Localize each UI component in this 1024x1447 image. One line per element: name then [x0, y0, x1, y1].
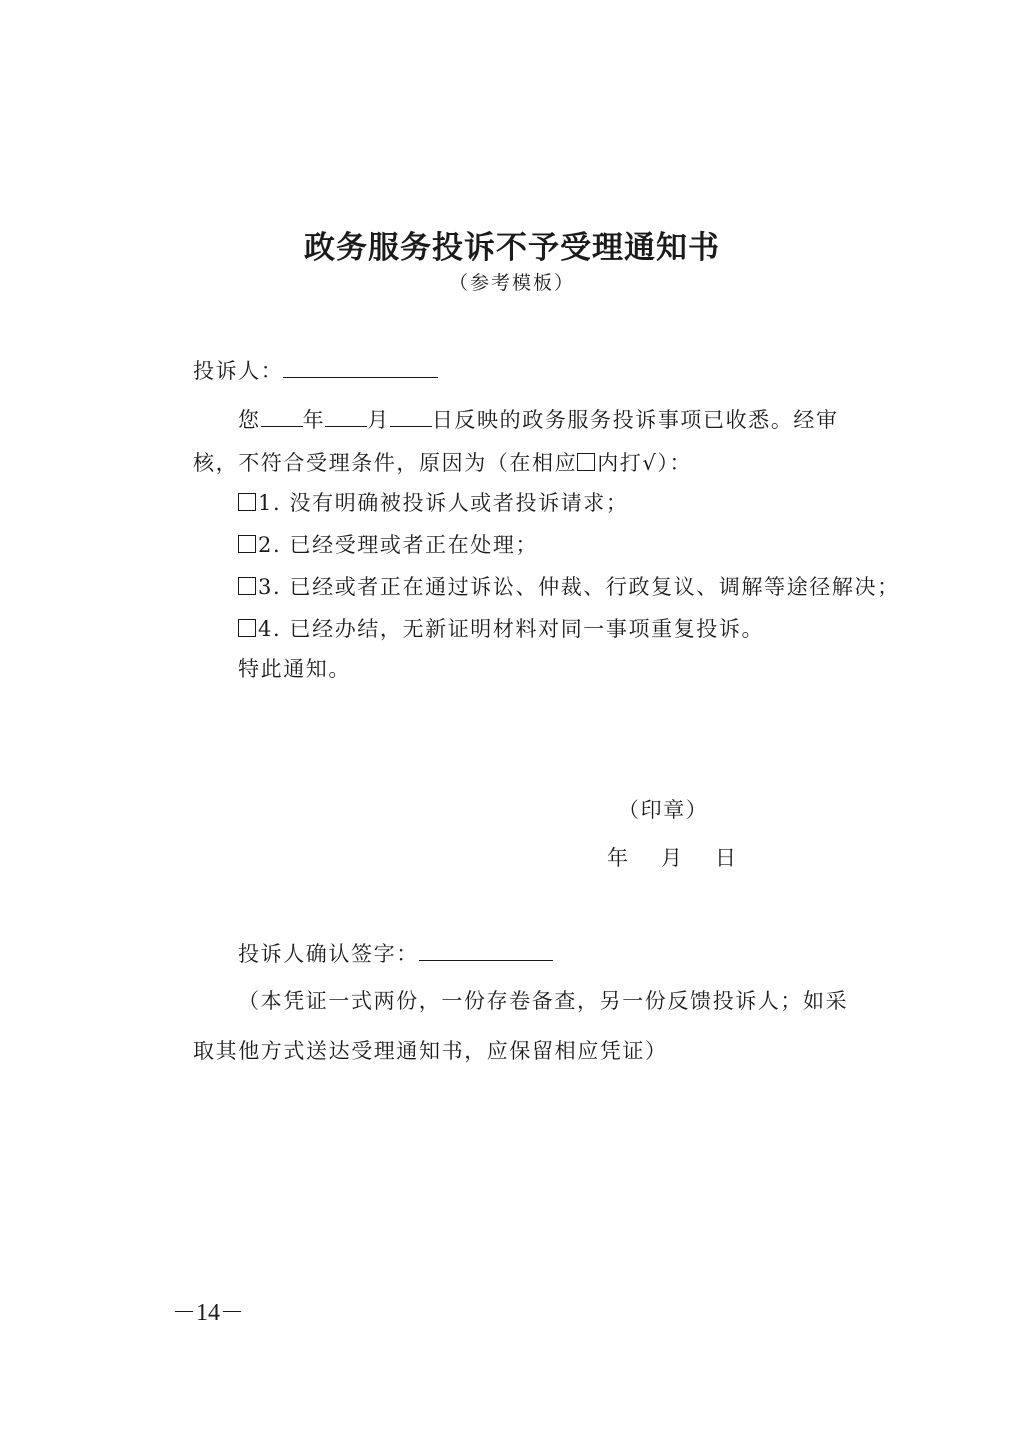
intro-line-2 — [193, 448, 692, 478]
intro-line2-end: 内打√）： — [597, 451, 693, 475]
reason-item — [238, 614, 764, 644]
checkbox-icon — [238, 619, 256, 637]
day-blank — [390, 404, 432, 427]
reason-text: 3. 已经或者正在通过诉讼、仲裁、行政复议、调解等途径解决； — [258, 575, 900, 599]
checkbox-icon — [238, 493, 256, 511]
checkbox-icon — [238, 535, 256, 553]
reason-text: 4. 已经办结，无新证明材料对同一事项重复投诉。 — [258, 617, 765, 641]
document-title: 政务服务投诉不予受理通知书 — [304, 230, 720, 266]
complainant-line — [193, 355, 438, 386]
intro-line-1 — [238, 404, 839, 435]
intro-line2: 核，不符合受理条件，原因为（在相应 — [193, 451, 578, 475]
note-line-2: 取其他方式送达受理通知书，应保留相应凭证） — [193, 1039, 668, 1063]
signature-label: 投诉人确认签字： — [238, 942, 419, 966]
checkbox-icon — [577, 453, 595, 471]
signature-line — [238, 938, 553, 969]
intro-prefix: 您 — [238, 408, 261, 432]
intro-rest: 日反映的政务服务投诉事项已收悉。经审 — [431, 408, 839, 432]
month-blank — [325, 404, 367, 427]
checkbox-icon — [238, 577, 256, 595]
reason-text: 1. 没有明确被投诉人或者投诉请求； — [258, 491, 629, 515]
seal-label: （印章） — [618, 798, 709, 822]
document-subtitle: （参考模板） — [448, 272, 575, 294]
reason-text: 2. 已经受理或者正在处理； — [258, 533, 539, 557]
reason-item — [238, 488, 629, 518]
intro-month: 月 — [367, 408, 390, 432]
reason-item — [238, 572, 900, 602]
complainant-blank — [283, 355, 438, 378]
closing-text: 特此通知。 — [238, 657, 351, 681]
intro-year: 年 — [302, 408, 326, 432]
date-line: 年 月 日 — [607, 846, 742, 870]
reason-item — [238, 530, 538, 560]
note-line-1: （本凭证一式两份，一份存卷备查，另一份反馈投诉人；如采 — [238, 989, 849, 1013]
page-number: －14－ — [172, 1300, 244, 1326]
signature-blank — [419, 938, 553, 961]
complainant-label: 投诉人： — [193, 359, 284, 383]
year-blank — [261, 404, 303, 427]
